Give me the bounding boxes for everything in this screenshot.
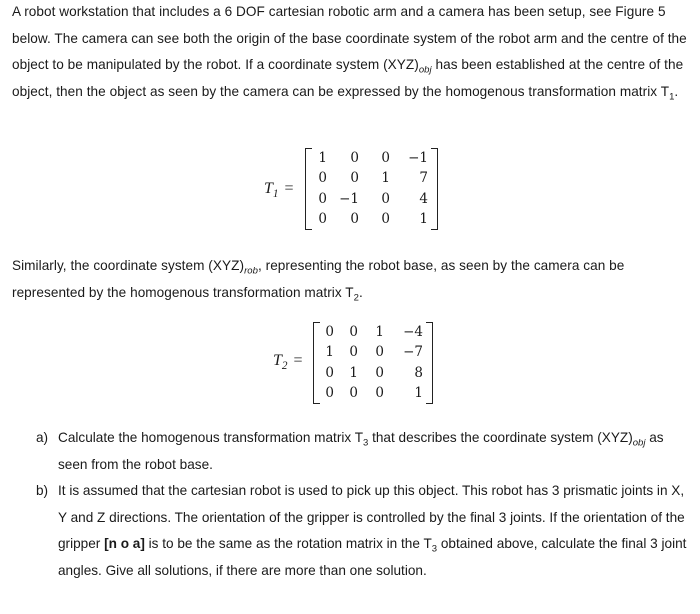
t1-label-sub: 1 — [272, 188, 279, 201]
matrix-cell: 1 — [419, 211, 428, 227]
t2-equals: = — [293, 352, 303, 369]
matrix-cell: 0 — [325, 324, 334, 340]
matrix-cell: 0 — [349, 385, 358, 401]
matrix-cell: 1 — [349, 365, 358, 381]
matrix-row — [313, 363, 433, 383]
matrix-cell: 4 — [419, 191, 428, 207]
matrix-cell: 0 — [375, 344, 384, 360]
question-a-text: Calculate the homogenous transformation matrix T — [58, 430, 364, 445]
question-list — [0, 425, 700, 585]
matrix-row — [305, 148, 438, 168]
question-b — [0, 478, 688, 584]
matrix-cell: −1 — [339, 191, 359, 207]
matrix-cell: 0 — [318, 211, 327, 227]
matrix-cell: −7 — [403, 344, 423, 360]
matrix-row — [305, 189, 438, 209]
matrix-cell: 0 — [318, 170, 327, 186]
matrix-row — [313, 322, 433, 342]
matrix-cell: 0 — [375, 385, 384, 401]
robot-base-text-cont: , representing the robot base, as seen by the camera can be represented by the homogenous transformation matrix T — [12, 258, 625, 300]
t3-subscript: 3 — [363, 437, 369, 449]
matrix-cell: 0 — [325, 365, 334, 381]
matrix-cell: 0 — [381, 211, 390, 227]
matrix-cell: 1 — [414, 385, 423, 401]
matrix-row — [313, 342, 433, 362]
obj-subscript: obj — [418, 64, 432, 76]
robot-base-paragraph — [12, 253, 692, 306]
question-b-text-cont: is to be the same as the rotation matrix in the T — [144, 536, 432, 552]
robot-base-text: Similarly, the coordinate system (XYZ) — [12, 258, 245, 273]
matrix-t2 — [313, 322, 433, 404]
matrix-row — [313, 383, 433, 403]
matrix-cell: 1 — [381, 170, 390, 186]
question-a — [0, 425, 688, 478]
t1-equals: = — [284, 180, 294, 197]
question-a-text-cont: that describes the coordinate system (XYZ) — [368, 430, 633, 445]
obj-subscript-a: obj — [632, 437, 646, 449]
matrix-cell: 0 — [350, 211, 359, 227]
noa-vector: [n o a] — [104, 536, 145, 552]
matrix-cell: −4 — [403, 324, 423, 340]
question-b-marker: b) — [36, 483, 49, 499]
question-b-text-end: obtained above, calculate the final 3 joint angles. Give all solutions, if there are more than one solution. — [58, 536, 687, 578]
matrix-cell: 7 — [419, 170, 428, 186]
matrix-cell: 0 — [381, 191, 390, 207]
question-a-marker: a) — [36, 430, 49, 445]
matrix-t1 — [305, 148, 438, 230]
robot-base-period: . — [359, 284, 363, 300]
t1-subscript: 1 — [669, 91, 675, 103]
intro-paragraph — [12, 0, 692, 105]
matrix-cell: 8 — [414, 365, 423, 381]
intro-text: A robot workstation that includes a 6 DOF cartesian robotic arm and a camera has been setup, see Figure 5 below. The camera can see both the origin of the base coordinate system of the robot arm and the centre of the object to be manipulated by the robot. If a coordinate system (XYZ) — [12, 4, 687, 73]
matrix-row — [305, 209, 438, 229]
matrix-cell: 0 — [350, 150, 359, 166]
t1-label-letter: T — [264, 180, 273, 197]
matrix-t2-label — [273, 352, 303, 373]
matrix-cell: 0 — [375, 365, 384, 381]
intro-text-cont: has been established at the centre of the object, then the object as seen by the camera can be expressed by the homogenous transformation matrix T — [12, 57, 684, 99]
rob-subscript: rob — [244, 265, 258, 277]
matrix-cell: 0 — [350, 170, 359, 186]
t2-label-sub: 2 — [281, 360, 288, 373]
matrix-cell: 0 — [349, 324, 358, 340]
matrix-cell: 1 — [318, 150, 327, 166]
matrix-cell: 1 — [325, 344, 334, 360]
intro-period: . — [674, 83, 679, 99]
question-a-text-end: as seen from the robot base. — [58, 430, 664, 472]
matrix-cell: 0 — [349, 344, 358, 360]
matrix-cell: 0 — [318, 191, 327, 207]
matrix-cell: 1 — [375, 324, 384, 340]
matrix-cell: 0 — [325, 385, 334, 401]
matrix-cell: 0 — [381, 150, 390, 166]
matrix-cell: −1 — [408, 150, 428, 166]
question-b-text: It is assumed that the cartesian robot is used to pick up this object. This robot has 3 prismatic joints in X, Y and Z directions. The orientation of the gripper is controlled by the final 3 joints. If the orientation of the gripper — [58, 483, 685, 552]
t3-subscript-b: 3 — [431, 544, 438, 556]
t2-subscript: 2 — [353, 292, 360, 304]
t2-label-letter: T — [273, 352, 282, 369]
matrix-t1-label — [264, 180, 294, 201]
matrix-row — [305, 168, 438, 188]
